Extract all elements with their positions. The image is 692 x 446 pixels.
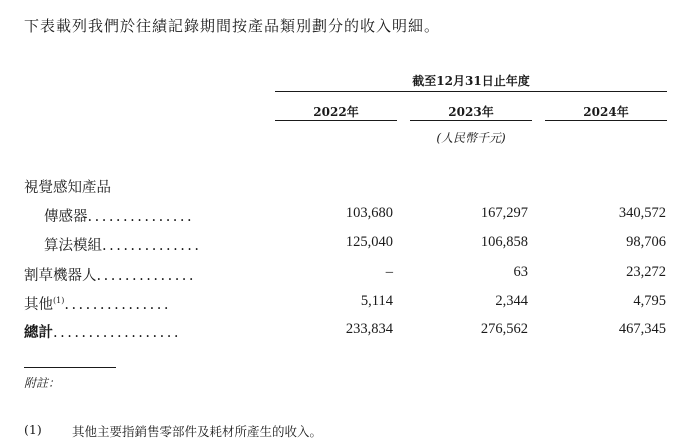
cell-2023: 63	[513, 264, 528, 280]
year-underline-2023	[410, 120, 532, 121]
row-leader-dots: ..............	[96, 268, 197, 284]
row-leader-dots: ..................	[53, 325, 181, 341]
cell-2024: 340,572	[618, 205, 666, 221]
footnote-text: 其他主要指銷售零部件及耗材所產生的收入。	[72, 424, 323, 439]
year-underline-2022	[275, 120, 397, 121]
cell-2024: 23,272	[626, 264, 666, 280]
row-label-wrap	[44, 205, 194, 226]
row-label-wrap	[24, 264, 196, 285]
intro-text: 下表載列我們於往績記錄期間按產品類別劃分的收入明細。	[24, 17, 441, 35]
row-label: 傳感器	[44, 209, 88, 225]
year-header-2024: 2024年	[583, 105, 629, 119]
table-row	[0, 293, 692, 321]
row-label-wrap	[24, 293, 171, 314]
footnote-number: (1)	[24, 422, 42, 437]
row-leader-dots: ...............	[64, 297, 171, 313]
period-underline	[275, 91, 667, 92]
table-row	[0, 205, 692, 233]
cell-2023: 167,297	[480, 205, 528, 221]
year-header-2022: 2022年	[313, 105, 359, 119]
cell-2024: 467,345	[618, 321, 666, 337]
row-label: 割草機器人	[24, 268, 97, 284]
notes-title: 附註：	[24, 376, 61, 390]
row-label-wrap	[44, 234, 202, 255]
row-leader-dots: ..............	[102, 238, 202, 254]
cell-2023: 2,344	[495, 293, 528, 309]
year-header-2023: 2023年	[448, 105, 494, 119]
table-row-category	[0, 176, 692, 204]
cell-2024: 98,706	[626, 234, 666, 250]
cell-2022: 125,040	[345, 234, 393, 250]
row-label: 其他	[24, 297, 53, 313]
notes-divider	[24, 367, 116, 368]
footnote-marker: (1)	[53, 296, 65, 306]
cell-2023: 106,858	[480, 234, 528, 250]
row-label: 視覺感知產品	[24, 180, 111, 196]
row-label-wrap	[24, 321, 181, 342]
table-row	[0, 234, 692, 262]
year-underline-2024	[545, 120, 667, 121]
row-label: 算法模組	[44, 238, 102, 254]
table-row	[0, 264, 692, 292]
cell-2022: 5,114	[360, 293, 393, 309]
row-label: 總計	[24, 324, 53, 341]
cell-2023: 276,562	[480, 321, 528, 337]
cell-2022: 233,834	[345, 321, 393, 337]
period-header: 截至12月31日止年度	[412, 74, 530, 88]
cell-2022: 103,680	[345, 205, 393, 221]
cell-2022: –	[385, 264, 393, 280]
unit-label: (人民幣千元)	[436, 131, 506, 145]
cell-2024: 4,795	[633, 293, 666, 309]
table-row-total	[0, 321, 692, 349]
row-leader-dots: ...............	[87, 209, 195, 225]
